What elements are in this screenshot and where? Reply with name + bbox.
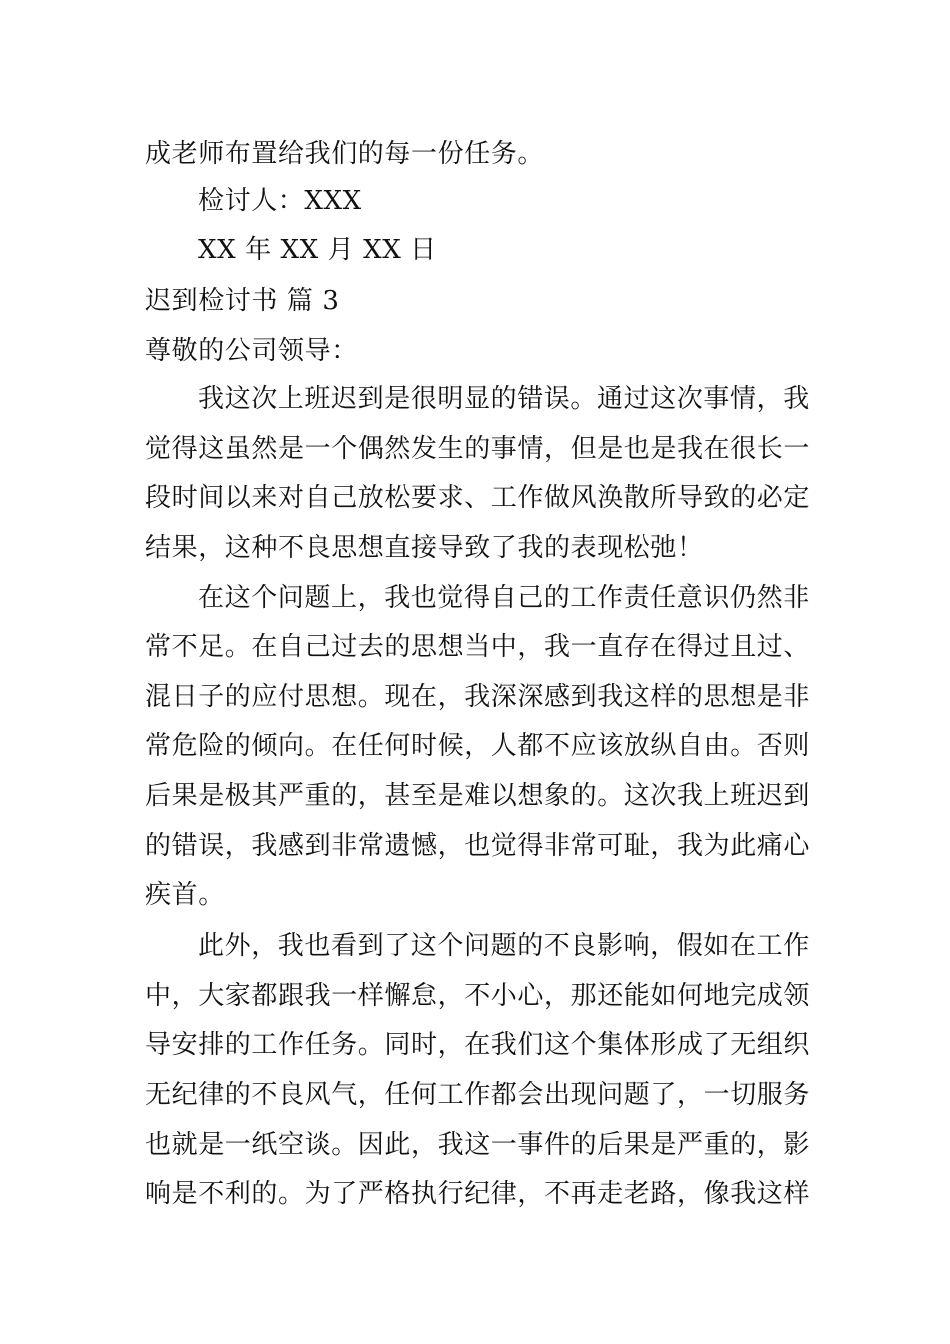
- paragraph2-line: 的错误，我感到非常遗憾，也觉得非常可耻，我为此痛心: [145, 831, 811, 861]
- paragraph1-line: 结果，这种不良思想直接导致了我的表现松弛！: [145, 533, 704, 563]
- paragraph1-line: 觉得这虽然是一个偶然发生的事情，但是也是我在很长一: [145, 434, 811, 464]
- paragraph3-line: 也就是一纸空谈。因此，我这一事件的后果是严重的，影: [145, 1130, 811, 1160]
- paragraph1-line: 我这次上班迟到是很明显的错误。通过这次事情，我: [198, 384, 810, 414]
- closing-line: 成老师布置给我们的每一份任务。: [145, 139, 545, 169]
- section-title: 迟到检讨书 篇 3: [145, 286, 340, 316]
- paragraph2-line: 混日子的应付思想。现在，我深深感到我这样的思想是非: [145, 682, 811, 712]
- paragraph3-line: 此外，我也看到了这个问题的不良影响，假如在工作: [198, 931, 810, 961]
- paragraph3-line: 导安排的工作任务。同时，在我们这个集体形成了无组织: [145, 1030, 811, 1060]
- date-line: XX 年 XX 月 XX 日: [198, 235, 437, 265]
- paragraph2-line: 后果是极其严重的，甚至是难以想象的。这次我上班迟到: [145, 781, 811, 811]
- salutation: 尊敬的公司领导：: [145, 336, 358, 366]
- paragraph3-line: 无纪律的不良风气，任何工作都会出现问题了，一切服务: [145, 1080, 811, 1110]
- signer-line: 检讨人：XXX: [198, 186, 362, 216]
- paragraph2-line: 常危险的倾向。在任何时候，人都不应该放纵自由。否则: [145, 731, 811, 761]
- paragraph2-line: 疾首。: [145, 880, 225, 910]
- paragraph1-line: 段时间以来对自己放松要求、工作做风涣散所导致的必定: [145, 483, 811, 513]
- paragraph2-line: 常不足。在自己过去的思想当中，我一直存在得过且过、: [145, 632, 811, 662]
- paragraph3-line: 中，大家都跟我一样懈怠，不小心，那还能如何地完成领: [145, 981, 811, 1011]
- paragraph3-line: 响是不利的。为了严格执行纪律，不再走老路，像我这样: [145, 1179, 811, 1209]
- paragraph2-line: 在这个问题上，我也觉得自己的工作责任意识仍然非: [198, 583, 810, 613]
